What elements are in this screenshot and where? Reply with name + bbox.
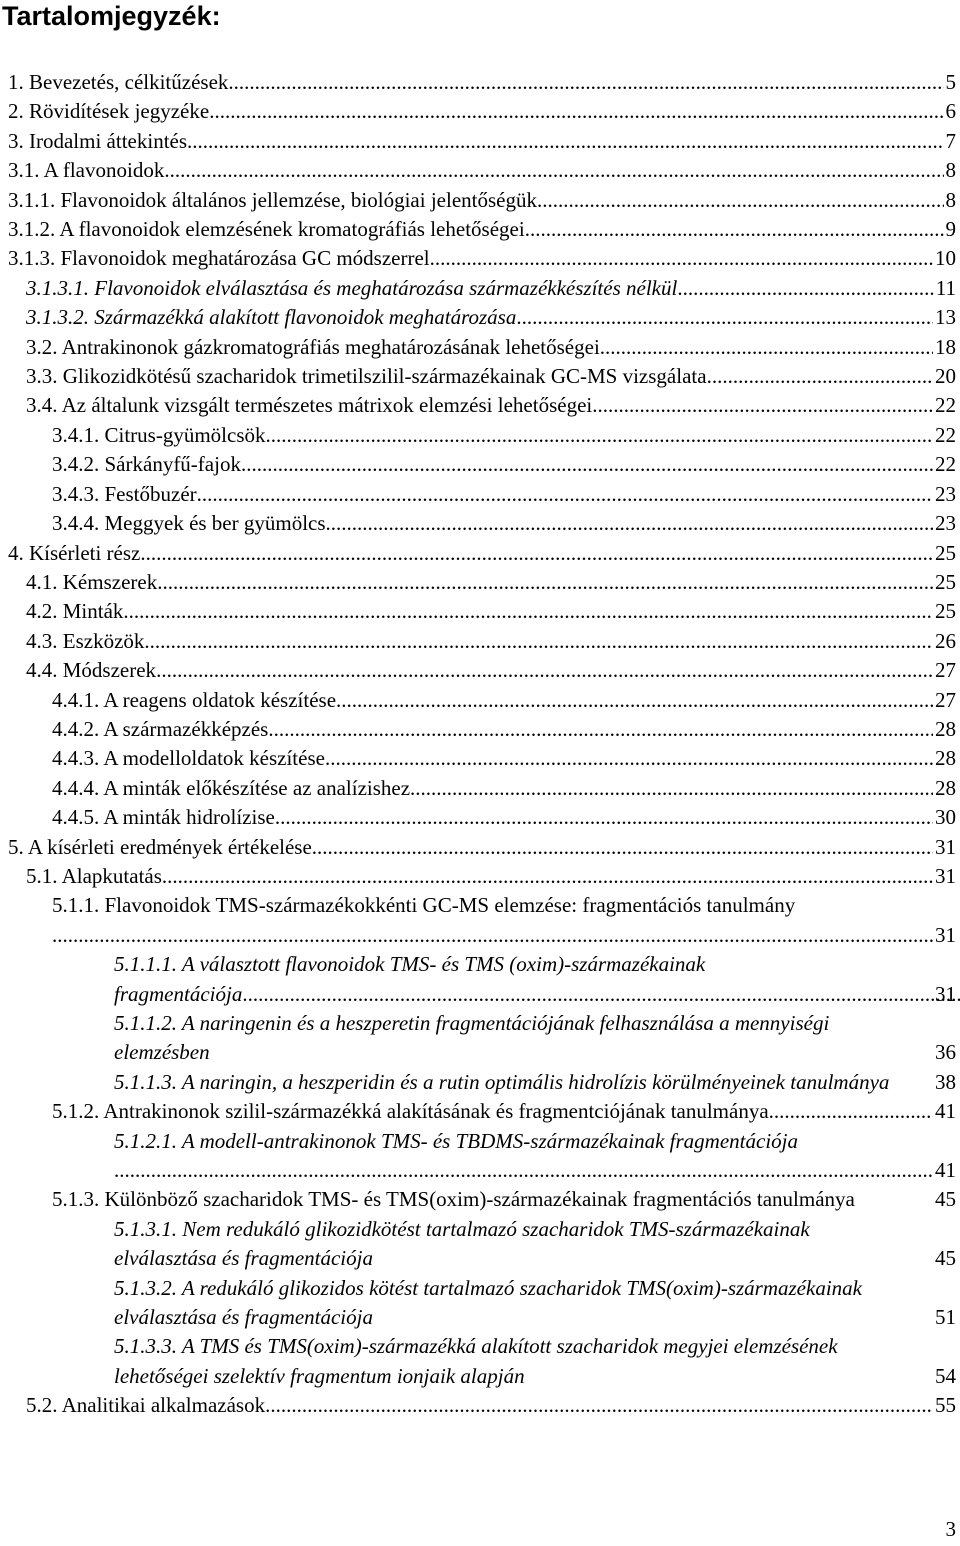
- toc-entry[interactable]: [114, 950, 960, 1009]
- toc-entry[interactable]: [26, 362, 960, 391]
- toc-entry-page: 13: [935, 305, 956, 330]
- toc-entry-page: 10: [935, 246, 956, 271]
- toc-entry[interactable]: [26, 862, 960, 891]
- toc-entry-title: 3.4. Az általunk vizsgált természetes mátrixok elemzési lehetőségei: [26, 393, 593, 418]
- toc-leader: [268, 715, 933, 744]
- toc-entry-page: 38: [935, 1069, 956, 1094]
- table-of-contents: [0, 68, 960, 1421]
- toc-entry-title: 4. Kísérleti rész: [8, 540, 141, 565]
- toc-entry-page: 6: [945, 99, 956, 124]
- toc-entry-page: 5: [945, 70, 956, 94]
- toc-entry-title: 4.3. Eszközök: [26, 628, 145, 653]
- toc-entry[interactable]: [8, 156, 960, 185]
- toc-entry-title: 3.2. Antrakinonok gázkromatográfiás meghatározásának lehetőségei: [26, 334, 600, 359]
- toc-entry-title: 5. A kísérleti eredmények értékelése: [8, 834, 312, 859]
- toc-leader: [707, 362, 933, 391]
- toc-leader: [410, 774, 933, 803]
- toc-entry[interactable]: [52, 686, 960, 715]
- toc-entry[interactable]: [26, 333, 960, 362]
- toc-entry[interactable]: [8, 244, 960, 273]
- toc-entry[interactable]: [8, 215, 960, 244]
- toc-entry[interactable]: [8, 68, 960, 97]
- toc-entry-page: 22: [935, 422, 956, 447]
- toc-entry-page: 22: [935, 452, 956, 477]
- toc-leader: [525, 215, 944, 244]
- toc-entry-title: 4.4.4. A minták előkészítése az analízishez: [52, 775, 411, 800]
- toc-leader: [156, 656, 933, 685]
- toc-entry-page: 54: [935, 1363, 956, 1388]
- toc-entry-page: 45: [935, 1246, 956, 1271]
- toc-entry[interactable]: [8, 97, 960, 126]
- toc-entry[interactable]: [26, 1391, 960, 1420]
- toc-leader: [242, 982, 960, 1006]
- toc-leader: [241, 450, 933, 479]
- toc-entry[interactable]: [26, 656, 960, 685]
- toc-leader: [266, 421, 934, 450]
- toc-entry-page: 18: [935, 334, 956, 359]
- toc-entry-page: 31: [935, 834, 956, 859]
- toc-leader: [312, 833, 933, 862]
- toc-entry[interactable]: [26, 391, 960, 420]
- toc-entry[interactable]: [114, 1127, 960, 1186]
- toc-entry-title: 5.1.3. Különböző szacharidok TMS- és TMS(oxim)-származékainak fragmentációs tanulmánya: [52, 1187, 855, 1212]
- toc-entry-title: 3.4.2. Sárkányfű-fajok: [52, 452, 241, 477]
- toc-leader: [157, 568, 933, 597]
- toc-entry-title: 1. Bevezetés, célkitűzések: [8, 70, 229, 94]
- toc-entry[interactable]: [52, 715, 960, 744]
- toc-leader: [140, 539, 933, 568]
- toc-entry[interactable]: [52, 1097, 960, 1126]
- toc-entry-page: 7: [945, 128, 956, 153]
- toc-leader: [52, 921, 933, 950]
- toc-leader: [209, 97, 943, 126]
- toc-entry-title: 3.4.1. Citrus-gyümölcsök: [52, 422, 266, 447]
- toc-entry-title: 5.1.3.1. Nem redukáló glikozidkötést tartalmazó szacharidok TMS-származékainak elválasztása és fragmentációja: [114, 1216, 810, 1271]
- toc-leader: [430, 244, 933, 273]
- toc-entry-page: 41: [935, 1099, 956, 1124]
- toc-entry-title: 4.4. Módszerek: [26, 658, 157, 683]
- toc-entry[interactable]: [26, 627, 960, 656]
- toc-entry-page: 25: [935, 540, 956, 565]
- toc-leader: [228, 68, 943, 97]
- toc-leader: [769, 1097, 933, 1126]
- toc-entry[interactable]: [52, 803, 960, 832]
- toc-entry-title: 3.1. A flavonoidok: [8, 158, 165, 183]
- toc-entry-page: 30: [935, 805, 956, 830]
- toc-entry[interactable]: [114, 1009, 960, 1068]
- toc-entry-page: 20: [935, 364, 956, 389]
- toc-entry-page: 51: [935, 1305, 956, 1330]
- toc-entry-title: 3. Irodalmi áttekintés: [8, 128, 188, 153]
- toc-entry-title: 4.2. Minták: [26, 599, 124, 624]
- toc-entry-title: 5.2. Analitikai alkalmazások: [26, 1393, 266, 1418]
- toc-entry-title: 3.1.3.1. Flavonoidok elválasztása és meghatározása származékkészítés nélkül: [26, 275, 678, 300]
- toc-entry-page: 28: [935, 746, 956, 771]
- toc-entry-title: 4.4.1. A reagens oldatok készítése: [52, 687, 337, 712]
- toc-entry-title: 5.1.1.1. A választott flavonoidok TMS- és TMS (oxim)-származékainak fragmentációja: [114, 952, 706, 1006]
- toc-leader: [162, 862, 933, 891]
- toc-leader: [265, 1391, 933, 1420]
- toc-entry-title: 3.1.3. Flavonoidok meghatározása GC módszerrel: [8, 246, 430, 271]
- toc-entry-page: 23: [935, 481, 956, 506]
- toc-entry-title: 5.1.2. Antrakinonok szilil-származékká alakításának és fragmentciójának tanulmánya: [52, 1099, 769, 1124]
- toc-entry[interactable]: [52, 421, 960, 450]
- toc-entry-page: 31: [935, 922, 956, 947]
- toc-leader: [187, 127, 943, 156]
- toc-leader: [600, 333, 933, 362]
- toc-entry-title: 3.1.1. Flavonoidok általános jellemzése, biológiai jelentőségük: [8, 187, 537, 212]
- toc-entry[interactable]: [114, 1274, 960, 1333]
- toc-entry[interactable]: [52, 744, 960, 773]
- toc-leader: [275, 803, 933, 832]
- toc-entry[interactable]: [26, 597, 960, 626]
- toc-entry-title: 5.1. Alapkutatás: [26, 863, 162, 888]
- toc-entry[interactable]: [52, 480, 960, 509]
- toc-entry-page: 23: [935, 511, 956, 536]
- toc-entry-title: 3.3. Glikozidkötésű szacharidok trimetilszilil-származékainak GC-MS vizsgálata: [26, 364, 707, 389]
- toc-entry[interactable]: [8, 127, 960, 156]
- toc-leader: [144, 627, 933, 656]
- toc-leader: [123, 597, 933, 626]
- toc-entry[interactable]: [52, 891, 960, 950]
- toc-entry-page: 41: [935, 1158, 956, 1183]
- toc-entry-page: 26: [935, 628, 956, 653]
- toc-entry-page: 31: [935, 863, 956, 888]
- toc-entry-title: 5.1.2.1. A modell-antrakinonok TMS- és TBDMS-származékainak fragmentációja: [114, 1128, 798, 1153]
- toc-entry-title: 4.4.2. A származékképzés: [52, 716, 269, 741]
- toc-entry[interactable]: [52, 450, 960, 479]
- page-title: Tartalomjegyzék:: [2, 1, 221, 31]
- toc-entry-title: 5.1.1.2. A naringenin és a heszperetin fragmentációjának felhasználása a mennyiségi elemzésben: [114, 1011, 830, 1065]
- toc-entry[interactable]: [52, 1185, 960, 1214]
- toc-entry[interactable]: [26, 274, 960, 303]
- toc-entry-title: 2. Rövidítések jegyzéke: [8, 99, 210, 124]
- toc-leader: [677, 274, 933, 303]
- toc-entry[interactable]: [114, 1215, 960, 1274]
- page-number: 3: [945, 1517, 956, 1541]
- toc-entry[interactable]: [52, 509, 960, 538]
- toc-entry-title: 3.1.3.2. Származékká alakított flavonoidok meghatározása: [26, 305, 517, 330]
- toc-entry[interactable]: [26, 568, 960, 597]
- toc-entry[interactable]: [8, 186, 960, 215]
- toc-leader: [114, 1156, 933, 1185]
- toc-entry-title: 5.1.3.2. A redukáló glikozidos kötést tartalmazó szacharidok TMS(oxim)-származékainak elválasztása és fragmentációja: [114, 1275, 862, 1330]
- toc-leader: [516, 303, 933, 332]
- toc-entry-page: 28: [935, 716, 956, 741]
- toc-entry-page: 28: [935, 775, 956, 800]
- toc-entry[interactable]: [8, 833, 960, 862]
- toc-leader: [537, 186, 944, 215]
- toc-entry-title: 4.1. Kémszerek: [26, 569, 158, 594]
- toc-entry-page: 8: [945, 158, 956, 183]
- toc-entry-title: 4.4.3. A modelloldatok készítése: [52, 746, 325, 771]
- toc-entry[interactable]: [114, 1332, 960, 1391]
- toc-leader: [325, 744, 933, 773]
- toc-entry-page: 27: [935, 687, 956, 712]
- toc-entry-title: 3.4.3. Festőbuzér: [52, 481, 197, 506]
- toc-leader: [592, 391, 933, 420]
- toc-entry-page: 8: [945, 187, 956, 212]
- toc-leader: [336, 686, 933, 715]
- toc-entry-page: 31: [935, 981, 956, 1006]
- toc-leader: [197, 480, 933, 509]
- toc-leader: [326, 509, 933, 538]
- toc-entry-page: 22: [935, 393, 956, 418]
- toc-entry-page: 25: [935, 569, 956, 594]
- toc-entry-page: 45: [935, 1187, 956, 1212]
- toc-entry[interactable]: [114, 1068, 960, 1097]
- toc-entry[interactable]: [8, 539, 960, 568]
- toc-entry-title: 3.1.2. A flavonoidok elemzésének kromatográfiás lehetőségei: [8, 217, 525, 242]
- toc-entry-title: 5.1.1.3. A naringin, a heszperidin és a rutin optimális hidrolízis körülményeinek tanulmánya: [114, 1069, 890, 1094]
- toc-entry-title: 3.4.4. Meggyek és ber gyümölcs: [52, 511, 326, 536]
- toc-entry-page: 25: [935, 599, 956, 624]
- toc-entry-title: 5.1.1. Flavonoidok TMS-származékokkénti GC-MS elemzése: fragmentációs tanulmány: [52, 893, 796, 918]
- toc-entry[interactable]: [26, 303, 960, 332]
- toc-entry-page: 9: [945, 217, 956, 242]
- toc-entry-page: 11: [935, 275, 956, 300]
- toc-entry-page: 27: [935, 658, 956, 683]
- toc-entry-page: 36: [935, 1040, 956, 1065]
- toc-leader: [164, 156, 943, 185]
- toc-entry[interactable]: [52, 774, 960, 803]
- toc-entry-title: 4.4.5. A minták hidrolízise: [52, 805, 275, 830]
- toc-entry-page: 55: [935, 1393, 956, 1418]
- toc-entry-title: 5.1.3.3. A TMS és TMS(oxim)-származékká alakított szacharidok megyjei elemzésének lehetőségei szelektív fragmentum ionjaik alapján: [114, 1334, 838, 1388]
